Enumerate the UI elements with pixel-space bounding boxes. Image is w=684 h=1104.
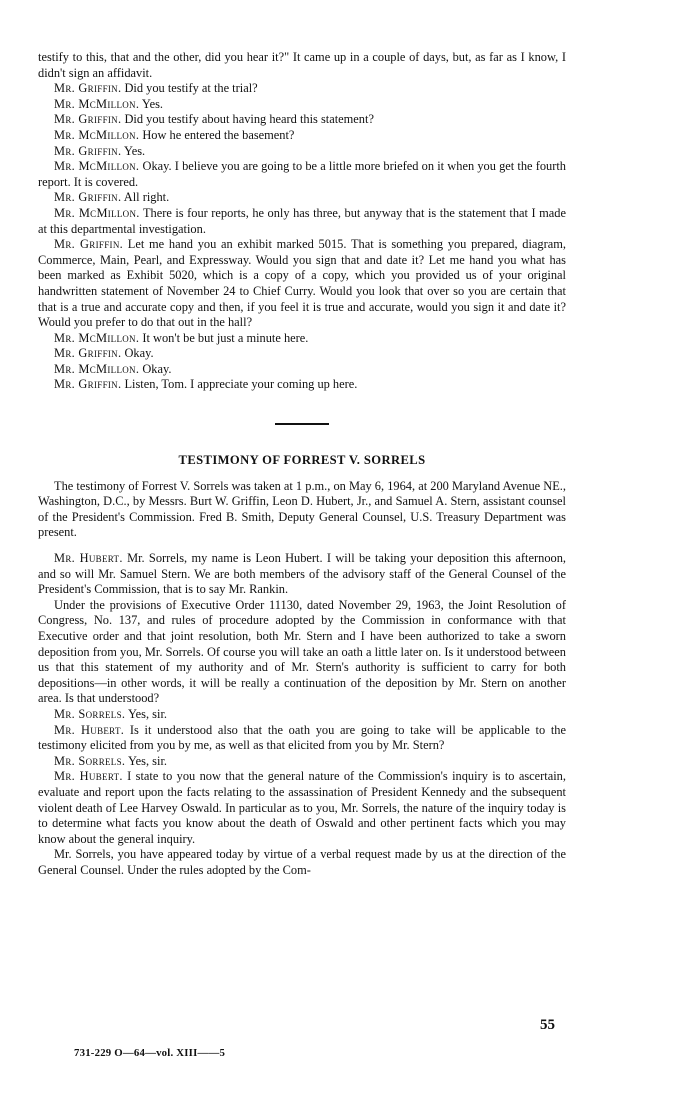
- speech-text: I state to you now that the general nature of the Commission's inquiry is to ascertain, evaluate and report upon the facts relating to the assassination of President Kennedy and the subsequent violent death of Lee Harvey Oswald. In particular as to you, Mr. Sorrels, the nature of the inquiry today is to determine what facts you know about the death of Oswald and other pertinent facts which you may know about the general inquiry.: [38, 769, 566, 846]
- dialogue-line: [38, 128, 566, 144]
- speaker-label: Mr. Hubert.: [54, 769, 123, 784]
- speech-text: Yes, sir.: [125, 706, 167, 721]
- speaker-label: Mr. McMillon.: [54, 205, 140, 220]
- speaker-label: Mr. Griffin.: [54, 112, 122, 127]
- speech-text: All right.: [121, 190, 170, 205]
- dialogue-line: [38, 81, 566, 97]
- dialogue-line: [38, 707, 566, 723]
- speaker-label: Mr. McMillon.: [54, 330, 140, 345]
- dialogue-line: [38, 847, 566, 878]
- dialogue-line: [38, 206, 566, 237]
- preamble-paragraph: The testimony of Forrest V. Sorrels was taken at 1 p.m., on May 6, 1964, at 200 Maryland Avenue NE., Washington, D.C., by Messrs. Burt W. Griffin, Leon D. Hubert, Jr., and Samuel A. Stern, assistant counsel of the President's Commission. Fred B. Smith, Deputy General Counsel, U.S. Treasury Department was present.: [38, 478, 566, 540]
- speech-text: Is it understood also that the oath you are going to take will be applicable to the testimony elicited from you by me, as well as that elicited from you by Mr. Stern?: [38, 722, 566, 753]
- section-divider: [275, 423, 329, 425]
- speech-text: It won't be but just a minute here.: [139, 330, 309, 345]
- dialogue-line: [38, 754, 566, 770]
- testimony-body: [38, 551, 566, 878]
- speaker-label: Mr. McMillon.: [54, 159, 140, 174]
- speaker-label: Mr. Hubert.: [54, 551, 123, 566]
- speaker-label: Mr. Griffin.: [54, 81, 122, 96]
- speech-text: Listen, Tom. I appreciate your coming up here.: [121, 377, 358, 392]
- speech-text: Yes.: [121, 143, 146, 158]
- speaker-label: Mr. Sorrels.: [54, 753, 126, 768]
- speech-text: Yes.: [139, 96, 164, 111]
- speaker-label: Mr. Sorrels.: [54, 706, 126, 721]
- speech-text: How he entered the basement?: [139, 127, 295, 142]
- speech-text: Let me hand you an exhibit marked 5015. That is something you prepared, diagram, Commerce, Main, Pearl, and Expressway. Would you sign that and date it? Let me hand you what has been marked as Exhibit 5020, which is a copy of a copy, which you provided us of your original handwritten statement of November 24 to Chief Curry. Would you look that over so you are certain that that is a true and accurate copy and then, if you feel it is true and accurate, would you sign it and date it? Would you prefer to do that out in the hall?: [38, 237, 566, 330]
- dialogue-line: [38, 362, 566, 378]
- text-column: [38, 50, 566, 879]
- speaker-label: Mr. Hubert.: [54, 722, 125, 737]
- dialogue-line: [38, 769, 566, 847]
- speech-text: Okay.: [139, 361, 172, 376]
- speech-text: Okay. I believe you are going to be a little more briefed on it when you get the fourth report. It is covered.: [38, 159, 566, 189]
- speaker-label: Mr. Griffin.: [54, 346, 122, 361]
- dialogue-line: [38, 331, 566, 347]
- continued-paragraph: testify to this, that and the other, did you hear it?" It came up in a couple of days, but, as far as I know, I didn't sign an affidavit.: [38, 50, 566, 80]
- speaker-label: Mr. Griffin.: [54, 237, 124, 252]
- speaker-label: Mr. Griffin.: [54, 377, 122, 392]
- speech-text: Did you testify about having heard this statement?: [121, 112, 374, 127]
- speech-text: Okay.: [121, 346, 154, 361]
- section-heading: TESTIMONY OF FORREST V. SORRELS: [178, 453, 426, 468]
- speech-text: Did you testify at the trial?: [121, 81, 258, 96]
- dialogue-line: [38, 346, 566, 362]
- dialogue-line: [38, 723, 566, 754]
- dialogue-line: [38, 237, 566, 331]
- dialogue-line: [38, 112, 566, 128]
- top-dialogue: [38, 81, 566, 393]
- dialogue-line: [38, 144, 566, 160]
- dialogue-line: [38, 598, 566, 707]
- print-code-footer: 731-229 O—64—vol. XIII——5: [74, 1047, 226, 1059]
- speaker-label: Mr. Griffin.: [54, 143, 122, 158]
- speech-text: Yes, sir.: [125, 753, 167, 768]
- speech-text: Under the provisions of Executive Order 11130, dated November 29, 1963, the Joint Resolution of Congress, No. 137, and rules of procedure adopted by the Commission in conformance with that Executive order and that joint resolution, both Mr. Stern and I have been authorized to take a sworn deposition from you, Mr. Sorrels. Of course you will take an oath a little later on. Is it understood between us that this statement of my authority and of Mr. Stern's authority is sufficient to carry for both depositions—in other words, it will be really a continuation of the deposition by Mr. Stern on another area. Is that understood?: [38, 597, 566, 706]
- speaker-label: Mr. McMillon.: [54, 361, 140, 376]
- dialogue-line: [38, 97, 566, 113]
- speaker-label: Mr. Griffin.: [54, 190, 122, 205]
- speech-text: There is four reports, he only has three, but anyway that is the statement that I made at this departmental investigation.: [38, 205, 566, 236]
- speech-text: Mr. Sorrels, you have appeared today by virtue of a verbal request made by us at the direction of the General Counsel. Under the rules adopted by the Com-: [38, 847, 566, 877]
- dialogue-line: [38, 377, 566, 393]
- speech-text: Mr. Sorrels, my name is Leon Hubert. I will be taking your deposition this afternoon, and so will Mr. Samuel Stern. We are both members of the advisory staff of the General Counsel of the President's Commission, that is to say Mr. Rankin.: [38, 551, 566, 597]
- page-number: 55: [540, 1017, 555, 1033]
- dialogue-line: [38, 159, 566, 190]
- dialogue-line: [38, 190, 566, 206]
- speaker-label: Mr. McMillon.: [54, 127, 140, 142]
- speaker-label: Mr. McMillon.: [54, 96, 140, 111]
- dialogue-line: [38, 551, 566, 598]
